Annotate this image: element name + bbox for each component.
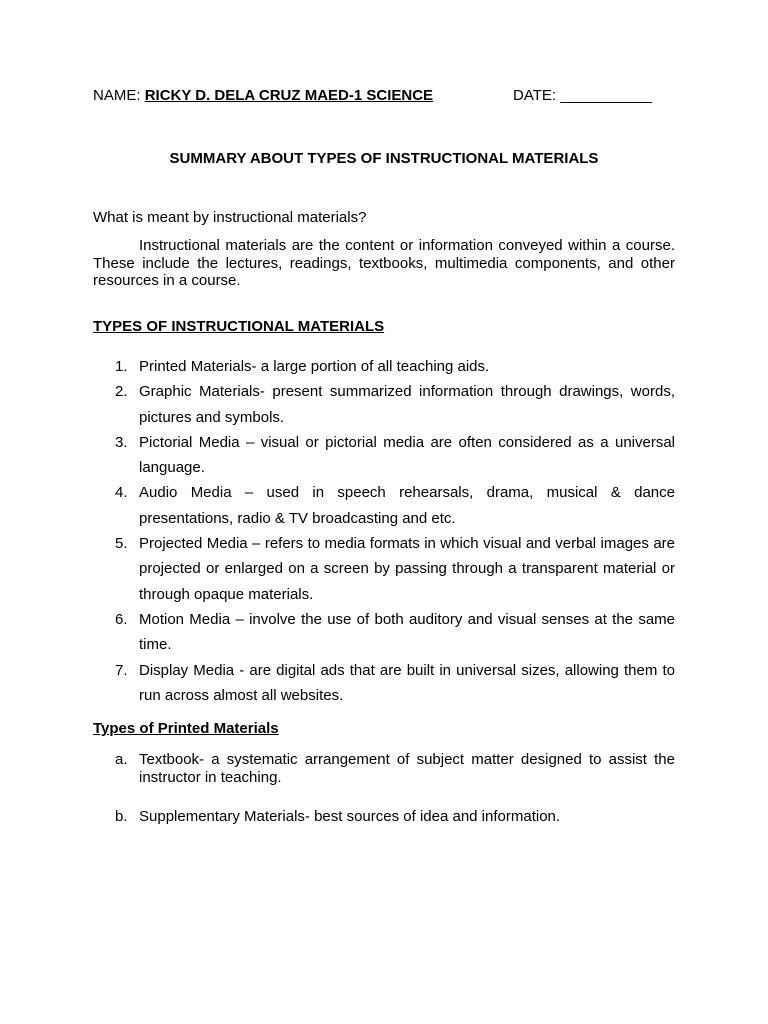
list-marker: 7.	[115, 661, 128, 679]
name-field	[93, 87, 433, 104]
list-item-text: Supplementary Materials- best sources of idea and information.	[139, 808, 561, 825]
types-heading: TYPES OF INSTRUCTIONAL MATERIALS	[93, 318, 385, 335]
header-line	[93, 87, 675, 107]
date-blank: ___________	[560, 87, 652, 104]
date-field	[513, 87, 652, 104]
list-item-text: Projected Media – refers to media formats in which visual and verbal images are projected or enlarged on a screen by passing through a transparent material or through opaque materials.	[139, 535, 675, 603]
document-title: SUMMARY ABOUT TYPES OF INSTRUCTIONAL MATERIALS	[169, 150, 599, 167]
list-marker: 1.	[115, 358, 128, 375]
list-item-text: Audio Media – used in speech rehearsals, drama, musical & dance presentations, radio & TV broadcasting and etc.	[139, 484, 675, 527]
list-marker: 5.	[115, 535, 128, 553]
list-marker: 4.	[115, 484, 128, 502]
list-marker: b.	[115, 808, 128, 825]
list-item-text: Pictorial Media – visual or pictorial media are often considered as a universal language.	[139, 433, 675, 477]
types-list	[93, 354, 675, 708]
date-label: DATE:	[513, 87, 557, 104]
list-marker: 2.	[115, 383, 128, 401]
intro-answer: Instructional materials are the content or information conveyed within a course. These include the lectures, readings, textbooks, multimedia components, and other resources in a course.	[93, 237, 675, 289]
list-item	[93, 808, 675, 826]
list-item-text: Textbook- a systematic arrangement of subject matter designed to assist the instructor in teaching.	[139, 751, 675, 786]
list-item	[93, 480, 675, 531]
name-value: RICKY D. DELA CRUZ MAED-1 SCIENCE	[144, 87, 434, 104]
list-marker: a.	[115, 751, 128, 768]
list-marker: 3.	[115, 433, 128, 451]
list-item	[93, 607, 675, 658]
list-marker: 6.	[115, 610, 128, 628]
name-label: NAME:	[93, 87, 141, 104]
intro-question: What is meant by instructional materials?	[93, 209, 367, 226]
printed-materials-heading: Types of Printed Materials	[93, 720, 279, 737]
list-item	[93, 531, 675, 607]
list-item	[93, 430, 675, 481]
list-item-text: Graphic Materials- present summarized information through drawings, words, pictures and symbols.	[139, 383, 675, 426]
list-item-text: Motion Media – involve the use of both auditory and visual senses at the same time.	[139, 610, 675, 654]
list-item	[93, 658, 675, 709]
list-item	[93, 354, 675, 379]
list-item	[93, 751, 675, 787]
list-item-text: Display Media - are digital ads that are built in universal sizes, allowing them to run across almost all websites.	[139, 661, 675, 704]
printed-materials-list	[93, 751, 675, 847]
list-item	[93, 379, 675, 430]
list-item-text: Printed Materials- a large portion of all teaching aids.	[139, 358, 490, 375]
